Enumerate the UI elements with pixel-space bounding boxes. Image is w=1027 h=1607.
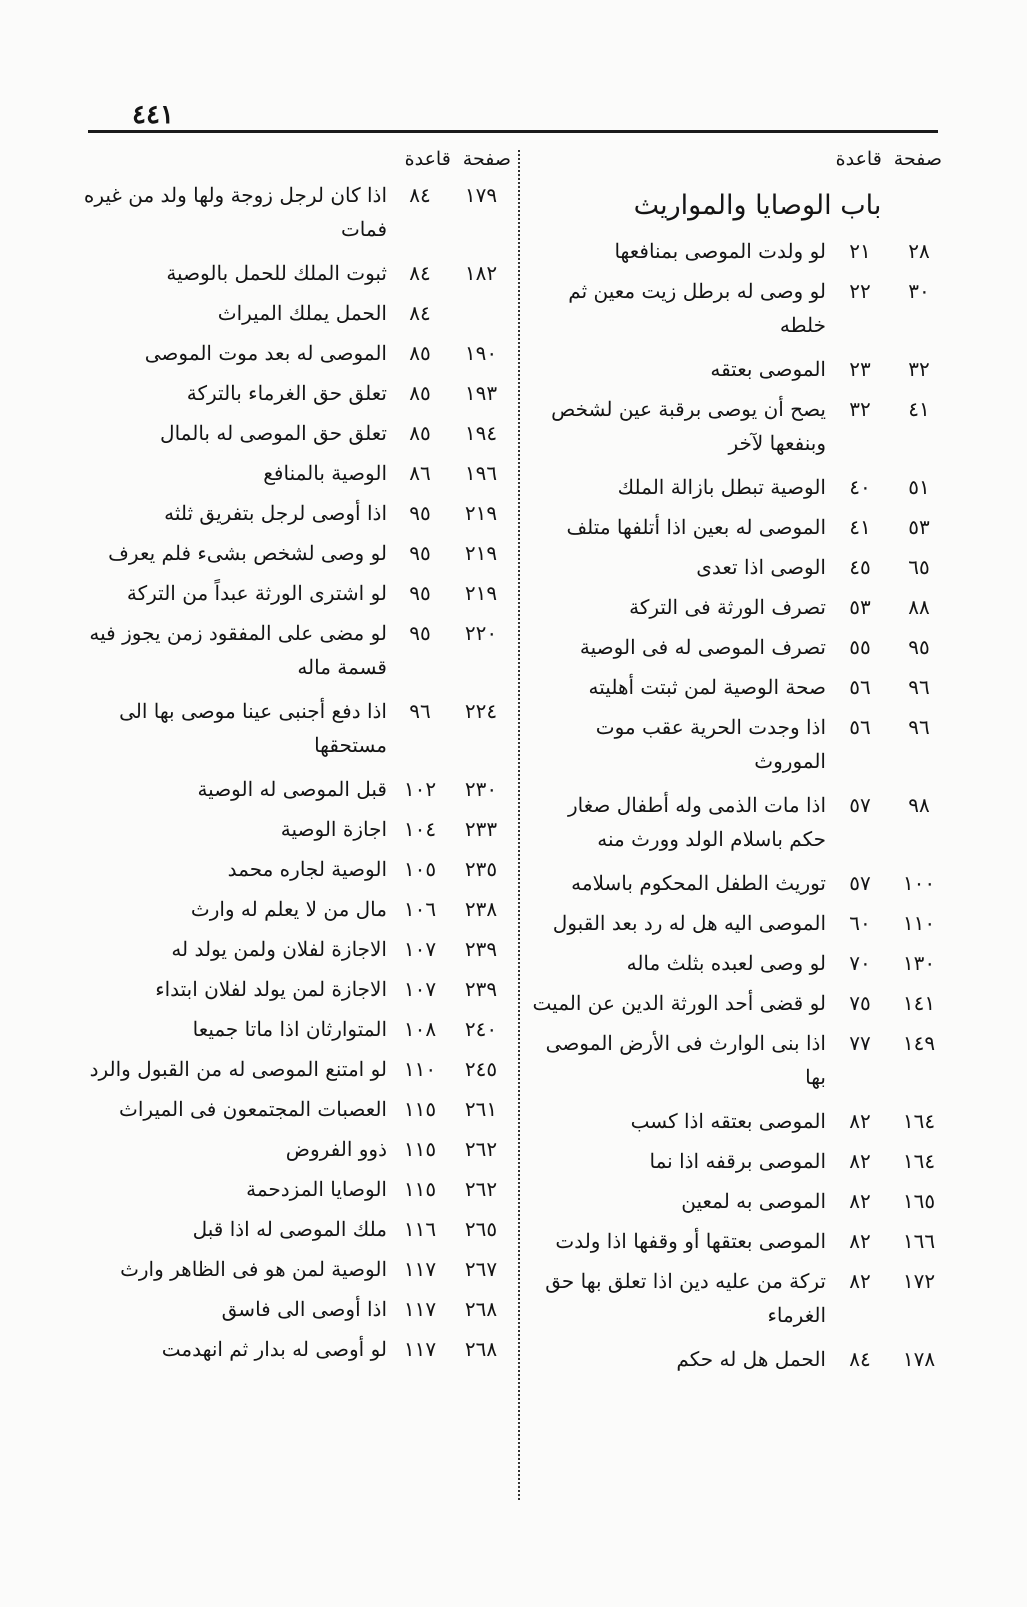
index-entry (82, 1332, 515, 1372)
entry-text: لو قضى أحد الورثة الدين عن الميت (532, 991, 826, 1015)
entry-rule-number: ٣٢ (849, 397, 871, 421)
index-entry (82, 456, 515, 496)
index-entry (525, 352, 950, 392)
entry-rule-number: ٨٢ (849, 1109, 871, 1133)
page-number: ٤٤١ (132, 100, 174, 130)
entry-rule-number: ٥٦ (849, 715, 871, 739)
index-entry (82, 1292, 515, 1332)
entry-rule-number: ٥٥ (849, 635, 871, 659)
entry-page-number: ١٧٩ (464, 183, 498, 207)
entry-page-number: ٢٣٠ (464, 777, 498, 801)
entry-rule-number: ٨٥ (409, 381, 431, 405)
entry-page-number: ١٩٠ (464, 341, 498, 365)
entry-text: الموصى به لمعين (681, 1189, 826, 1213)
entry-text: توريث الطفل المحكوم باسلامه (571, 871, 826, 895)
entry-rule-number: ٤٠ (849, 475, 871, 499)
left-column (82, 140, 515, 1372)
entry-text: لو وصى لعبده بثلث ماله (626, 951, 826, 975)
entry-rule-number: ٩٥ (409, 541, 431, 565)
entry-text: اجازة الوصية (280, 817, 387, 841)
index-entry (525, 392, 950, 470)
index-entry (525, 670, 950, 710)
entry-text: تركة من عليه دين اذا تعلق بها حق الغرماء (545, 1269, 826, 1327)
index-entry (82, 772, 515, 812)
entry-page-number: ١٦٤ (902, 1149, 936, 1173)
entry-rule-number: ٥٦ (849, 675, 871, 699)
entry-text: تصرف الموصى له فى الوصية (579, 635, 826, 659)
entry-rule-number: ٨٥ (409, 421, 431, 445)
entry-text: اذا أوصى لرجل بتفريق ثلثه (164, 501, 387, 525)
entry-rule-number: ١٠٤ (403, 817, 437, 841)
entry-page-number: ٦٥ (908, 555, 930, 579)
entry-text: لو وصى له برطل زيت معين ثم خلطه (568, 279, 826, 337)
entry-text: تعلق حق الموصى له بالمال (160, 421, 387, 445)
index-entry (525, 1224, 950, 1264)
entry-rule-number: ٥٧ (849, 871, 871, 895)
entry-page-number: ٩٦ (908, 715, 930, 739)
entry-text: تصرف الورثة فى التركة (629, 595, 826, 619)
entry-rule-number: ٥٧ (849, 793, 871, 817)
entry-rule-number: ١١٧ (403, 1257, 437, 1281)
index-entry (525, 550, 950, 590)
index-entry (82, 812, 515, 852)
index-entry (525, 1184, 950, 1224)
entry-page-number: ٢٣٣ (464, 817, 498, 841)
entry-text: ملك الموصى له اذا قبل (192, 1217, 387, 1241)
entry-text: الموصى بعتقه (710, 357, 826, 381)
entry-page-number: ١١٠ (902, 911, 936, 935)
entry-rule-number: ١١٥ (403, 1177, 437, 1201)
index-entry (82, 1212, 515, 1252)
right-column-rows (525, 234, 950, 1382)
index-entry (525, 710, 950, 788)
entry-text: لو أوصى له بدار ثم انهدمت (161, 1337, 387, 1361)
entry-rule-number: ٩٥ (409, 501, 431, 525)
entry-rule-number: ١٠٧ (403, 937, 437, 961)
entry-rule-number: ٨٢ (849, 1189, 871, 1213)
entry-rule-number: ١٠٦ (403, 897, 437, 921)
entry-page-number: ٢٣٨ (464, 897, 498, 921)
entry-rule-number: ٨٢ (849, 1269, 871, 1293)
entry-text: ثبوت الملك للحمل بالوصية (166, 261, 387, 285)
entry-page-number: ٢٤٥ (464, 1057, 498, 1081)
entry-rule-number: ٢٣ (849, 357, 871, 381)
index-entry (525, 1026, 950, 1104)
entry-rule-number: ١١٦ (403, 1217, 437, 1241)
entry-rule-number: ٧٥ (849, 991, 871, 1015)
entry-text: تعلق حق الغرماء بالتركة (186, 381, 387, 405)
index-entry (82, 932, 515, 972)
index-entry (82, 416, 515, 456)
entry-text: الموصى بعتقه اذا كسب (630, 1109, 826, 1133)
index-entry (82, 892, 515, 932)
index-entry (82, 536, 515, 576)
entry-page-number: ٢٦٧ (464, 1257, 498, 1281)
index-entry (82, 296, 515, 336)
entry-text: اذا كان لرجل زوجة ولها ولد من غيره فمات (83, 183, 387, 241)
entry-text: الوصية لمن هو فى الظاهر وارث (120, 1257, 387, 1281)
left-column-rows (82, 178, 515, 1372)
entry-text: مال من لا يعلم له وارث (190, 897, 387, 921)
entry-text: لو وصى لشخص بشىء فلم يعرف (108, 541, 387, 565)
entry-text: الوصايا المزدحمة (246, 1177, 387, 1201)
entry-page-number: ١٣٠ (902, 951, 936, 975)
entry-text: الموصى له بعين اذا أتلفها متلف (566, 515, 826, 539)
entry-text: لو ولدت الموصى بمنافعها (614, 239, 826, 263)
entry-text: الموصى له بعد موت الموصى (144, 341, 387, 365)
index-entry (525, 470, 950, 510)
index-entry (82, 1092, 515, 1132)
index-entry (82, 1132, 515, 1172)
entry-rule-number: ٨٢ (849, 1229, 871, 1253)
entry-text: الحمل يملك الميراث (217, 301, 387, 325)
entry-rule-number: ٨٤ (409, 301, 431, 325)
entry-page-number: ٣٠ (908, 279, 930, 303)
index-entry (525, 510, 950, 550)
entry-page-number: ٢٦٨ (464, 1297, 498, 1321)
entry-rule-number: ٧٧ (849, 1031, 871, 1055)
entry-rule-number: ٥٣ (849, 595, 871, 619)
entry-text: لو اشترى الورثة عبداً من التركة (126, 581, 387, 605)
entry-rule-number: ١١٥ (403, 1137, 437, 1161)
entry-rule-number: ٨٤ (409, 261, 431, 285)
entry-text: ذوو الفروض (285, 1137, 387, 1161)
entry-rule-number: ١١٠ (403, 1057, 437, 1081)
entry-rule-number: ٢١ (849, 239, 871, 263)
entry-page-number: ٢٦٥ (464, 1217, 498, 1241)
entry-rule-number: ١١٧ (403, 1337, 437, 1361)
entry-rule-number: ١١٥ (403, 1097, 437, 1121)
entry-page-number: ٩٥ (908, 635, 930, 659)
entry-page-number: ١٩٦ (464, 461, 498, 485)
entry-text: الوصى اذا تعدى (696, 555, 826, 579)
entry-text: اذا أوصى الى فاسق (221, 1297, 387, 1321)
entry-rule-number: ١٠٧ (403, 977, 437, 1001)
entry-text: الوصية بالمنافع (263, 461, 387, 485)
entry-page-number: ٢٦٢ (464, 1137, 498, 1161)
entry-page-number: ١٦٥ (902, 1189, 936, 1213)
index-entry (82, 496, 515, 536)
entry-page-number: ١٩٤ (464, 421, 498, 445)
entry-page-number: ٢٣٥ (464, 857, 498, 881)
entry-text: الوصية لجاره محمد (227, 857, 387, 881)
index-entry (525, 986, 950, 1026)
entry-page-number: ٢١٩ (464, 501, 498, 525)
index-entry (525, 590, 950, 630)
entry-page-number: ١٨٢ (464, 261, 498, 285)
entry-page-number: ١٤٩ (902, 1031, 936, 1055)
entry-text: الموصى برقفه اذا نما (649, 1149, 826, 1173)
entry-page-number: ١٠٠ (902, 871, 936, 895)
entry-rule-number: ٨٦ (409, 461, 431, 485)
index-entry (82, 256, 515, 296)
index-entry (525, 946, 950, 986)
entry-rule-number: ٢٢ (849, 279, 871, 303)
right-column-header (525, 140, 950, 178)
entry-page-number: ٢٤٠ (464, 1017, 498, 1041)
entry-page-number: ٢٣٩ (464, 937, 498, 961)
entry-rule-number: ١١٧ (403, 1297, 437, 1321)
index-entry (525, 1342, 950, 1382)
index-entry (525, 1104, 950, 1144)
entry-text: اذا بنى الوارث فى الأرض الموصى بها (545, 1031, 826, 1089)
index-entry (525, 630, 950, 670)
index-entry (82, 1252, 515, 1292)
index-entry (525, 788, 950, 866)
entry-text: الموصى اليه هل له رد بعد القبول (552, 911, 826, 935)
entry-text: الوصية تبطل بازالة الملك (617, 475, 826, 499)
header-rule-label: قاعدة (404, 148, 451, 170)
index-entry (525, 1144, 950, 1184)
entry-page-number: ١٦٦ (902, 1229, 936, 1253)
index-entry (82, 576, 515, 616)
section-title: باب الوصايا والمواريث (633, 190, 882, 221)
entry-page-number: ٩٦ (908, 675, 930, 699)
index-entry (525, 274, 950, 352)
entry-text: الاجازة لفلان ولمن يولد له (171, 937, 387, 961)
entry-page-number: ٢٦٢ (464, 1177, 498, 1201)
entry-page-number: ٢١٩ (464, 541, 498, 565)
index-entry (525, 234, 950, 274)
entry-page-number: ٢٢٠ (464, 621, 498, 645)
entry-page-number: ١٩٣ (464, 381, 498, 405)
entry-text: لو امتنع الموصى له من القبول والرد (89, 1057, 387, 1081)
entry-rule-number: ٨٢ (849, 1149, 871, 1173)
entry-rule-number: ٩٦ (409, 699, 431, 723)
entry-page-number: ٨٨ (908, 595, 930, 619)
index-entry (82, 336, 515, 376)
entry-text: يصح أن يوصى برقبة عين لشخص وبنفعها لآخر (551, 397, 826, 455)
entry-rule-number: ٨٤ (849, 1347, 871, 1371)
entry-page-number: ٤١ (908, 397, 930, 421)
entry-page-number: ٢٨ (908, 239, 930, 263)
entry-page-number: ١٤١ (902, 991, 936, 1015)
entry-page-number: ١٧٨ (902, 1347, 936, 1371)
entry-page-number: ٥٣ (908, 515, 930, 539)
entry-rule-number: ٨٥ (409, 341, 431, 365)
entry-page-number: ١٦٤ (902, 1109, 936, 1133)
header-rule (88, 130, 938, 133)
index-entry (82, 1052, 515, 1092)
entry-rule-number: ٨٤ (409, 183, 431, 207)
index-entry (525, 1264, 950, 1342)
entry-text: صحة الوصية لمن ثبتت أهليته (588, 675, 826, 699)
index-entry (82, 1172, 515, 1212)
entry-text: لو مضى على المفقود زمن يجوز فيه قسمة ماله (89, 621, 387, 679)
index-entry (82, 178, 515, 256)
entry-page-number: ٥١ (908, 475, 930, 499)
entry-text: المتوارثان اذا ماتا جميعا (192, 1017, 387, 1041)
entry-page-number: ٢٣٩ (464, 977, 498, 1001)
entry-page-number: ٩٨ (908, 793, 930, 817)
header-page-label: صفحة (893, 148, 942, 170)
entry-page-number: ٢١٩ (464, 581, 498, 605)
entry-page-number: ١٧٢ (902, 1269, 936, 1293)
index-entry (82, 852, 515, 892)
index-entry (82, 1012, 515, 1052)
entry-rule-number: ١٠٥ (403, 857, 437, 881)
index-entry (82, 616, 515, 694)
entry-rule-number: ٤٥ (849, 555, 871, 579)
index-entry (82, 694, 515, 772)
entry-rule-number: ١٠٨ (403, 1017, 437, 1041)
entry-page-number: ٢٦٨ (464, 1337, 498, 1361)
index-entry (82, 376, 515, 416)
column-divider (518, 150, 520, 1500)
entry-rule-number: ٤١ (849, 515, 871, 539)
entry-rule-number: ٧٠ (849, 951, 871, 975)
index-entry (525, 866, 950, 906)
right-column (525, 140, 950, 1382)
entry-rule-number: ٩٥ (409, 581, 431, 605)
entry-text: الموصى بعتقها أو وقفها اذا ولدت (555, 1229, 826, 1253)
entry-text: الاجازة لمن يولد لفلان ابتداء (155, 977, 387, 1001)
index-entry (525, 906, 950, 946)
entry-text: اذا مات الذمى وله أطفال صغار حكم باسلام الولد وورث منه (567, 793, 826, 851)
entry-text: اذا دفع أجنبى عينا موصى بها الى مستحقها (119, 699, 387, 757)
entry-text: العصبات المجتمعون فى الميراث (119, 1097, 387, 1121)
entry-page-number: ٢٢٤ (464, 699, 498, 723)
entry-rule-number: ١٠٢ (403, 777, 437, 801)
header-rule-label: قاعدة (835, 148, 882, 170)
index-entry (82, 972, 515, 1012)
left-column-header (82, 140, 515, 178)
entry-text: اذا وجدت الحرية عقب موت الموروث (595, 715, 826, 773)
entry-text: قبل الموصى له الوصية (197, 777, 387, 801)
header-page-label: صفحة (462, 148, 511, 170)
entry-page-number: ٣٢ (908, 357, 930, 381)
entry-rule-number: ٩٥ (409, 621, 431, 645)
entry-page-number: ٢٦١ (464, 1097, 498, 1121)
entry-rule-number: ٦٠ (849, 911, 871, 935)
entry-text: الحمل هل له حكم (676, 1347, 826, 1371)
